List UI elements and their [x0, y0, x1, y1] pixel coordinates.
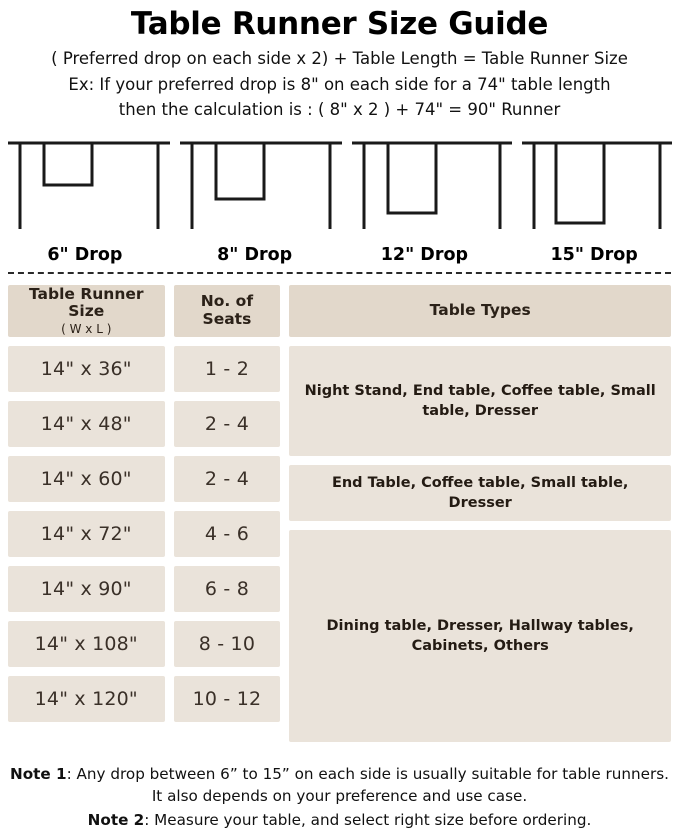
note-2-text: : Measure your table, and select right size before ordering. [144, 811, 592, 830]
dashed-divider [8, 272, 671, 274]
seats-header [174, 285, 281, 337]
example-line-2: then the calculation is : ( 8" x 2 ) + 74" = 90" Runner [118, 99, 561, 119]
note-2 [10, 809, 669, 831]
drop-diagram [0, 133, 679, 243]
table-row: 14" x 108" [8, 621, 165, 667]
table-types-header-label: Table Types [429, 301, 531, 320]
example-line-1: Ex: If your preferred drop is 8" on each side for a 74" table length [68, 75, 611, 95]
table-row: 1 - 2 [174, 346, 281, 392]
seats-column [174, 285, 281, 731]
runner-size-header [8, 285, 165, 337]
runner-size-column [8, 285, 165, 731]
table-row: 10 - 12 [174, 676, 281, 722]
drop-label-12: 12" Drop [380, 245, 469, 266]
table-row: 6 - 8 [174, 566, 281, 612]
drop-diagram-svg [0, 133, 679, 239]
table-types-header [289, 285, 671, 337]
table-row: 14" x 36" [8, 346, 165, 392]
table-row: 8 - 10 [174, 621, 281, 667]
size-table [8, 285, 671, 751]
table-types-group-2: End Table, Coffee table, Small table, Dresser [289, 465, 671, 521]
table-row: 4 - 6 [174, 511, 281, 557]
drop-label-row [0, 245, 679, 265]
table-row: 14" x 90" [8, 566, 165, 612]
runner-size-header-label: Table Runner Size [28, 284, 144, 321]
runner-size-header-sub: ( W x L ) [61, 322, 112, 337]
table-row: 14" x 48" [8, 401, 165, 447]
table-types-group-1: Night Stand, End table, Coffee table, Small table, Dresser [289, 346, 671, 456]
notes-section [10, 763, 669, 831]
table-row: 14" x 60" [8, 456, 165, 502]
note-2-label: Note 2 [87, 811, 145, 830]
size-guide-page [0, 6, 679, 832]
page-title: Table Runner Size Guide [130, 6, 549, 42]
table-row: 14" x 72" [8, 511, 165, 557]
table-row: 2 - 4 [174, 456, 281, 502]
table-types-group-3: Dining table, Dresser, Hallway tables, Cabinets, Others [289, 530, 671, 742]
note-1-text: : Any drop between 6” to 15” on each side is usually suitable for table runners. It also depends on your preference and use case. [66, 765, 669, 806]
drop-label-6: 6" Drop [47, 245, 123, 266]
table-types-column [289, 285, 671, 751]
table-row: 2 - 4 [174, 401, 281, 447]
note-1-label: Note 1 [10, 765, 67, 784]
table-row: 14" x 120" [8, 676, 165, 722]
formula-text: ( Preferred drop on each side x 2) + Table Length = Table Runner Size [51, 49, 628, 68]
note-1 [10, 763, 669, 807]
seats-header-label: No. of Seats [200, 292, 254, 329]
drop-label-15: 15" Drop [550, 245, 638, 266]
drop-label-8: 8" Drop [217, 245, 293, 266]
